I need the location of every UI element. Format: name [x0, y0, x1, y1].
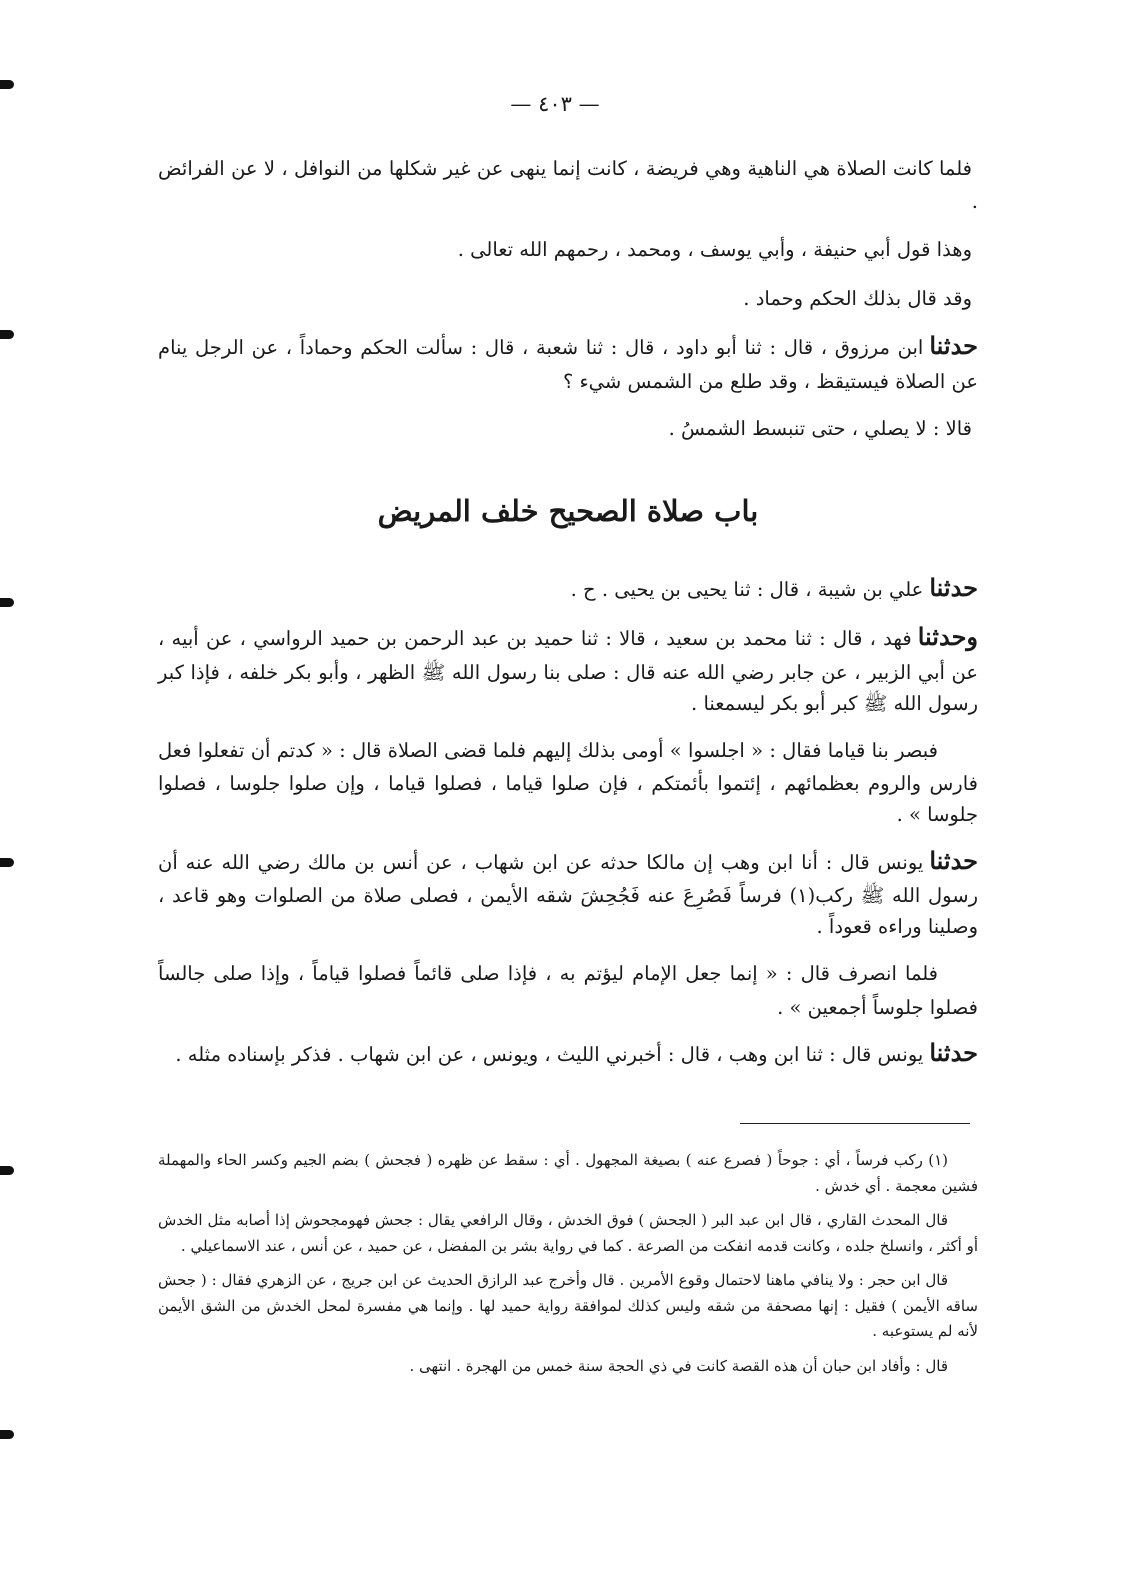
hadith-opener: حدثنا — [929, 845, 978, 875]
paragraph — [158, 229, 978, 267]
main-text — [158, 148, 978, 1083]
hadith-opener: وحدثنا — [917, 622, 978, 652]
paragraph-text: وقد قال بذلك الحكم وحماد . — [743, 286, 972, 310]
paragraph-text: فهد ، قال : ثنا محمد بن سعيد ، قالا : ثنا حميد بن عبد الرحمن بن حميد الرواسي ، عن أبيه ، عن أبي الزبير ، عن جابر رضي الله عنه قال : صلى بنا رسول الله ﷺ الظهر ، وأبو بكر خلفه ، فإذا كبر رسول الله ﷺ كبر أبو بكر ليسمعنا . — [158, 627, 978, 715]
page-number: — ٤٠٣ — — [510, 92, 600, 116]
paragraph-text: قالا : لا يصلي ، حتى تنبسط الشمسُ . — [668, 416, 972, 440]
footnote-divider — [740, 1123, 970, 1124]
paragraph — [158, 618, 978, 719]
paragraph — [158, 278, 978, 316]
paragraph — [158, 842, 978, 943]
footnote: قال المحدث القاري ، قال ابن عبد البر ( الجحش ) فوق الخدش ، وقال الرافعي يقال : جحش فهومجحوش إذا أصابه مثل الخدش أو أكثر ، وانسلخ جلده ، وكانت قدمه انفكت من الصرعة . كما في رواية بشر بن المفضل ، عن حميد ، عن أنس ، عند الاسماعيلي . — [158, 1211, 978, 1255]
hadith-opener: حدثنا — [929, 572, 978, 602]
paragraph-text: فبصر بنا قياما فقال : « اجلسوا » أومى بذلك إليهم فلما قضى الصلاة قال : « كدتم أن تفعلوا فعل فارس والروم بعظمائهم ، إئتموا بأئمتكم ، فإن صلوا قياما ، فصلوا قياما ، وإن صلوا جلوسا ، فصلوا جلوسا » . — [158, 738, 978, 827]
footnotes — [158, 1148, 978, 1388]
hadith-opener: حدثنا — [929, 1037, 978, 1067]
paragraph-text: فلما انصرف قال : « إنما جعل الإمام ليؤتم به ، فإذا صلى قائماً فصلوا قياماً ، وإذا صلى جالساً فصلوا جلوساً أجمعين » . — [158, 962, 978, 1019]
paragraph-text: ابن مرزوق ، قال : ثنا أبو داود ، قال : ثنا شعبة ، قال : سألت الحكم وحماداً ، عن الرجل ينام عن الصلاة فيستيقظ ، وقد طلع من الشمس شيء ؟ — [158, 336, 978, 393]
paragraph — [158, 408, 978, 446]
footnote: قال ابن حجر : ولا ينافي ماهنا لاحتمال وقوع الأمرين . قال وأخرج عبد الرازق الحديث عن ابن جريج ، عن الزهري فقال : ( جحش ساقه الأيمن ) فقيل : إنها مصحفة من شقه وليس كذلك لموافقة رواية حميد لها . وإنما هي مفسرة لمحل الخدش من الشق الأيمن لأنه لم يستوعبه . — [158, 1271, 978, 1340]
footnote: قال : وأفاد ابن حبان أن هذه القصة كانت في ذي الحجة سنة خمس من الهجرة . انتهى . — [409, 1356, 948, 1375]
paragraph — [158, 1034, 978, 1072]
footnote: (١) ركب فرساً ، أي : جوحاً ( فصرع عنه ) بصيغة المجهول . أي : سقط عن ظهره ( فجحش ) بضم الجيم وكسر الحاء والمهملة فشين معجمة . أي خدش . — [158, 1151, 978, 1195]
paragraph-text: يونس قال : ثنا ابن وهب ، قال : أخبرني الليث ، ويونس ، عن ابن شهاب . فذكر بإسناده مثله . — [175, 1042, 924, 1066]
paragraph — [158, 327, 978, 397]
paragraph — [158, 569, 978, 607]
binding-mark — [0, 330, 14, 339]
paragraph — [158, 953, 978, 1023]
binding-mark — [0, 858, 14, 867]
binding-mark — [0, 1166, 14, 1175]
paragraph-text: وهذا قول أبي حنيفة ، وأبي يوسف ، ومحمد ، رحمهم الله تعالى . — [457, 237, 972, 261]
binding-mark — [0, 80, 14, 89]
paragraph-text: علي بن شيبة ، قال : ثنا يحيى بن يحيى . ح . — [570, 577, 924, 601]
paragraph-text: يونس قال : أنا ابن وهب إن مالكا حدثه عن ابن شهاب ، عن أنس بن مالك رضي الله عنه أن رسول الله ﷺ ركب(١) فرساً فَصُرِعَ عنه فَجُحِشَ شقه الأيمن ، فصلى صلاة من الصلوات وهو قاعد ، وصلينا وراءه قعوداً . — [158, 850, 979, 939]
paragraph — [158, 730, 978, 831]
binding-mark — [0, 1430, 14, 1439]
hadith-opener: حدثنا — [929, 331, 978, 361]
chapter-title: باب صلاة الصحيح خلف المريض — [377, 494, 759, 529]
binding-mark — [0, 598, 14, 607]
paragraph — [158, 148, 978, 218]
paragraph-text: فلما كانت الصلاة هي الناهية وهي فريضة ، كانت إنما ينهى عن غير شكلها من النوافل ، لا عن الفرائض . — [158, 157, 978, 214]
